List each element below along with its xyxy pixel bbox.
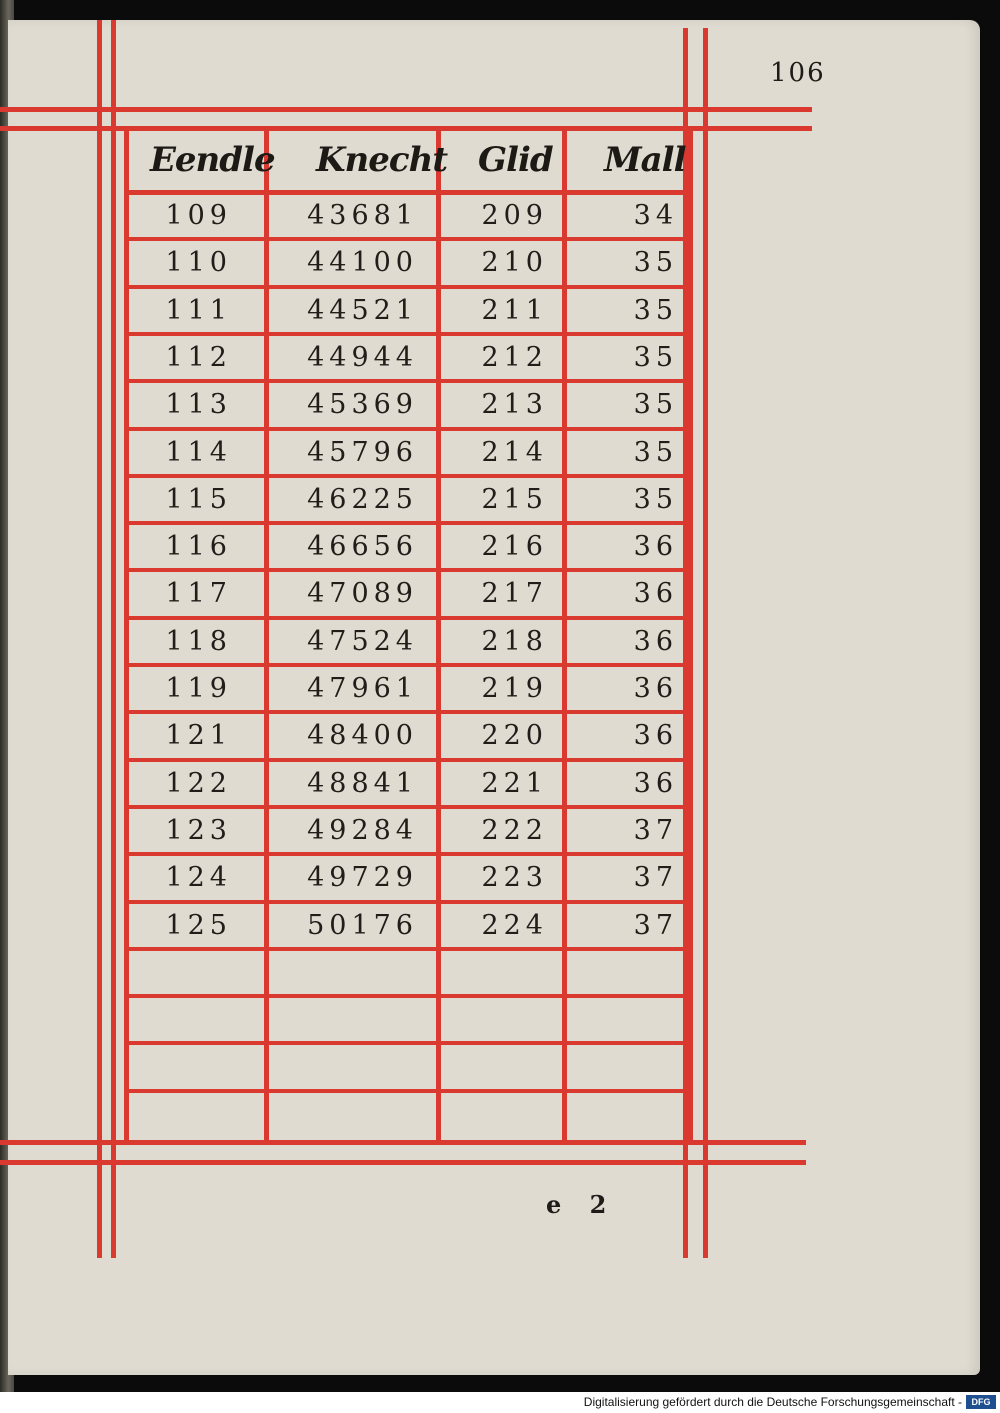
table-cell: 36 bbox=[633, 626, 678, 657]
dfg-logo: DFG bbox=[966, 1395, 996, 1409]
table-cell: 35 bbox=[633, 342, 678, 373]
table-cell: 209 bbox=[481, 200, 548, 231]
table-cell: 44100 bbox=[307, 247, 418, 278]
table-cell: 44944 bbox=[307, 342, 418, 373]
table-cell: 218 bbox=[481, 626, 548, 657]
table-cell: 217 bbox=[481, 578, 548, 609]
column-rule bbox=[688, 126, 693, 1144]
table-cell: 118 bbox=[165, 626, 232, 657]
table-cell: 117 bbox=[165, 578, 232, 609]
signature-mark: e 2 bbox=[546, 1190, 617, 1219]
table-cell: 116 bbox=[165, 531, 232, 562]
column-header: Eendle bbox=[150, 140, 275, 180]
table-cell: 49284 bbox=[307, 815, 418, 846]
row-rule bbox=[124, 474, 692, 478]
table-cell: 215 bbox=[481, 484, 548, 515]
row-rule bbox=[124, 1041, 692, 1045]
outer-rule-top-a bbox=[0, 107, 812, 112]
table-cell: 35 bbox=[633, 389, 678, 420]
row-rule bbox=[124, 947, 692, 951]
header-rule bbox=[124, 190, 692, 195]
table-cell: 47524 bbox=[307, 626, 418, 657]
table-cell: 50176 bbox=[307, 910, 418, 941]
table-cell: 46656 bbox=[307, 531, 418, 562]
table-cell: 48841 bbox=[307, 768, 418, 799]
column-rule bbox=[124, 126, 129, 1144]
table-cell: 35 bbox=[633, 484, 678, 515]
row-rule bbox=[124, 710, 692, 714]
table-cell: 112 bbox=[165, 342, 232, 373]
table-cell: 211 bbox=[481, 295, 548, 326]
table-cell: 121 bbox=[165, 720, 232, 751]
column-header: Knecht bbox=[316, 140, 448, 180]
column-rule bbox=[264, 126, 269, 1144]
table-cell: 210 bbox=[481, 247, 548, 278]
table-cell: 37 bbox=[633, 862, 678, 893]
table-cell: 122 bbox=[165, 768, 232, 799]
table-cell: 47961 bbox=[307, 673, 418, 704]
table-cell: 220 bbox=[481, 720, 548, 751]
table-cell: 123 bbox=[165, 815, 232, 846]
row-rule bbox=[124, 663, 692, 667]
table-cell: 36 bbox=[633, 531, 678, 562]
footer-credit: Digitalisierung gefördert durch die Deutsche Forschungsgemeinschaft - bbox=[583, 1395, 962, 1409]
row-rule bbox=[124, 616, 692, 620]
table-cell: 35 bbox=[633, 295, 678, 326]
table-cell: 36 bbox=[633, 578, 678, 609]
table-cell: 34 bbox=[633, 200, 678, 231]
table-cell: 219 bbox=[481, 673, 548, 704]
digitization-footer bbox=[0, 1392, 1000, 1413]
table-cell: 124 bbox=[165, 862, 232, 893]
table-cell: 37 bbox=[633, 910, 678, 941]
table-cell: 110 bbox=[165, 247, 232, 278]
table-cell: 44521 bbox=[307, 295, 418, 326]
outer-rule-left-b bbox=[111, 20, 116, 1258]
column-header: Glid bbox=[478, 140, 553, 180]
table-cell: 35 bbox=[633, 437, 678, 468]
table-cell: 43681 bbox=[307, 200, 418, 231]
table-cell: 46225 bbox=[307, 484, 418, 515]
table-cell: 214 bbox=[481, 437, 548, 468]
outer-rule-bottom-b bbox=[0, 1160, 806, 1165]
outer-rule-right-b bbox=[703, 28, 708, 1258]
table-cell: 222 bbox=[481, 815, 548, 846]
column-header: Mall bbox=[604, 140, 686, 180]
table-cell: 45796 bbox=[307, 437, 418, 468]
table-cell: 115 bbox=[165, 484, 232, 515]
table-cell: 114 bbox=[165, 437, 232, 468]
table-cell: 223 bbox=[481, 862, 548, 893]
table-cell: 36 bbox=[633, 673, 678, 704]
table-cell: 36 bbox=[633, 720, 678, 751]
row-rule bbox=[124, 332, 692, 336]
outer-rule-left-a bbox=[97, 20, 102, 1258]
table-cell: 119 bbox=[165, 673, 232, 704]
row-rule bbox=[124, 805, 692, 809]
row-rule bbox=[124, 237, 692, 241]
row-rule bbox=[124, 521, 692, 525]
table-cell: 113 bbox=[165, 389, 232, 420]
row-rule bbox=[124, 285, 692, 289]
row-rule bbox=[124, 852, 692, 856]
table-cell: 213 bbox=[481, 389, 548, 420]
row-rule bbox=[124, 1089, 692, 1093]
column-rule bbox=[562, 126, 567, 1144]
row-rule bbox=[124, 427, 692, 431]
page-number: 106 bbox=[770, 58, 826, 88]
outer-rule-bottom-a bbox=[0, 1140, 806, 1145]
table-cell: 216 bbox=[481, 531, 548, 562]
table-cell: 36 bbox=[633, 768, 678, 799]
table-cell: 221 bbox=[481, 768, 548, 799]
table-cell: 212 bbox=[481, 342, 548, 373]
row-rule bbox=[124, 994, 692, 998]
row-rule bbox=[124, 379, 692, 383]
column-rule bbox=[436, 126, 441, 1144]
row-rule bbox=[124, 568, 692, 572]
table-cell: 111 bbox=[165, 295, 232, 326]
table-cell: 48400 bbox=[307, 720, 418, 751]
table-cell: 37 bbox=[633, 815, 678, 846]
row-rule bbox=[124, 900, 692, 904]
row-rule bbox=[124, 758, 692, 762]
table-cell: 109 bbox=[165, 200, 232, 231]
table-cell: 125 bbox=[165, 910, 232, 941]
table-cell: 35 bbox=[633, 247, 678, 278]
table-cell: 49729 bbox=[307, 862, 418, 893]
table-cell: 224 bbox=[481, 910, 548, 941]
table-cell: 47089 bbox=[307, 578, 418, 609]
table-cell: 45369 bbox=[307, 389, 418, 420]
book-page bbox=[8, 20, 980, 1375]
